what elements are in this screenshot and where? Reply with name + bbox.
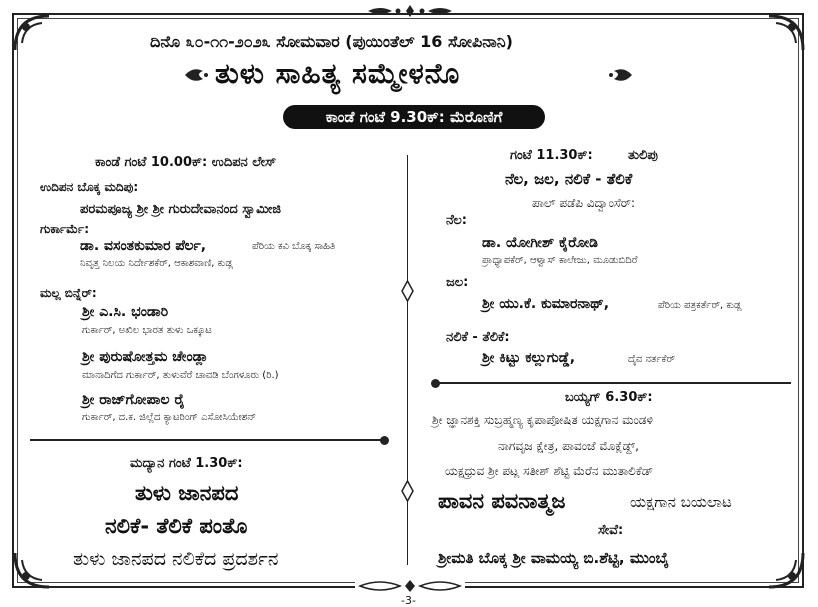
troupe-line: ಶ್ರೀ ಜ್ಞಾನಶಕ್ತಿ ಸುಬ್ರಹ್ಮಣ್ಯ ಕೃಪಾಪೋಷಿತ ಯಕ್ಷಗಾನ ಮಂಡಳಿ <box>432 413 653 427</box>
play-suffix: ಯಕ್ಷಗಾನ ಬಯಲಾಟ <box>630 493 732 511</box>
guest-name: ಶ್ರೀ ಎ.ಸಿ. ಭಂಡಾರಿ <box>82 304 169 320</box>
gurkar-label: ಗುರ್ಕಾರ್ಮೆ: <box>40 222 90 236</box>
sponsor-name: ಶ್ರೀಮತಿ ಬೊಕ್ಕ ಶ್ರೀ ವಾಮಯ್ಯ ಬಿ.ಶೆಟ್ಟಿ, ಮುಂಬೈ <box>438 549 669 567</box>
guest-name: ಶ್ರೀ ಪುರುಷೋತ್ತಮ ಚೇಂಡ್ಲಾ <box>82 349 209 365</box>
nalike-label: ನಲಿಕೆ - ತೆಲಿಕೆ: <box>446 330 510 345</box>
date-line: ದಿನೊ ೩೦-೧೧-೨೦೨೩ ಸೋಮವಾರ (ಪುಯಿಂತೆಲ್ 16 ಸೋಪಿನಾನಿ) <box>150 32 513 51</box>
jala-label: ಜಲ: <box>446 275 469 290</box>
afternoon-time: ಮದ್ಯಾನ ಗಂಟೆ 1.30ಕ್: <box>130 456 243 471</box>
nalike-title: ನಲಿಕೆ- ತೆಲಿಕೆ ಪಂತೊ <box>105 514 248 538</box>
top-ornament-icon <box>360 4 460 18</box>
divider-ornament-icon <box>401 480 414 502</box>
rule-end-dot <box>431 379 440 388</box>
troupe-line: ನಾಗವೃಜ ಕ್ಷೇತ್ರ, ಪಾವಂಜೆ ಮೊಕ್ಲೆಡ್ದ್, <box>498 439 639 453</box>
page-title: ತುಳು ಸಾಹಿತ್ಯ ಸಮ್ಮೇಳನೊ <box>215 57 461 90</box>
speaker-name: ಶ್ರೀ ಯು.ಕೆ. ಕುಮಾರನಾಥ್, <box>482 296 610 312</box>
rule-end-dot <box>380 436 389 445</box>
swamiji-name: ಪರಮಪೂಜ್ಯ ಶ್ರೀ ಶ್ರೀ ಗುರುದೇವಾನಂದ ಸ್ವಾಮೀಜಿ <box>80 202 281 217</box>
janapada-show: ತುಳು ಜಾನಪದ ನಲಿಕೆದ ಪ್ರದರ್ಶನ <box>73 548 279 570</box>
corner-flourish-icon <box>766 13 806 53</box>
guest-desc: ಗುರ್ಕಾರ್, ಅಖಿಲ ಭಾರತ ತುಳು ಒಕ್ಕೂಟ <box>82 325 212 336</box>
speaker-desc: ದೈವ ನರ್ತಕೆರ್ <box>628 354 675 365</box>
corner-flourish-icon <box>12 550 52 590</box>
janapada-title: ತುಳು ಜಾನಪದ <box>135 481 239 505</box>
vertical-divider <box>407 155 408 565</box>
seve-label: ಸೇವೆ: <box>598 523 624 538</box>
inauguration-time: ಕಾಂಡೆ ಗಂಟೆ 10.00ಕ್: ಉದಿಪನ ಲೇಸ್ <box>95 155 277 170</box>
corner-flourish-icon <box>12 13 52 53</box>
udipana-label: ಉದಿಪನ ಬೊಕ್ಕ ಮದಿಪು: <box>40 180 139 194</box>
troupe-line: ಯಕ್ಷಧ್ರುವ ಶ್ರೀ ಪಟ್ಲ ಸತೀಶ್ ಶೆಟ್ಟಿ ಮೆರೆನ ಮುತಾಲಿಕೆಡ್ <box>445 464 654 478</box>
evening-time: ಬಯ್ಯಗ್ 6.30ಕ್: <box>565 390 653 405</box>
leaf-icon <box>183 66 209 84</box>
participants-label: ಪಾಲ್ ಪಡೆಪಿ ವಿದ್ವಾಂಸೆರ್: <box>532 196 636 210</box>
corner-flourish-icon <box>766 550 806 590</box>
guest-desc: ಗುರ್ಕಾರ್, ದ.ಕ. ಜಿಲ್ಲೆದ ಕ್ಯಾಟರಿಂಗ್ ಎಸೋಸಿಯೇಶನ್ <box>82 412 257 423</box>
discussion-topic: ನೆಲ, ಜಲ, ನಲಿಕೆ - ತೆಲಿಕೆ <box>505 170 633 188</box>
guest-name: ಶ್ರೀ ರಾಜ್‌ಗೋಪಾಲ ರೈ <box>82 392 185 408</box>
speaker-desc: ಪೆರಿಯ ಪತ್ರಕರ್ತೆರ್, ಕುಡ್ಲ <box>658 300 742 311</box>
bottom-ornament-icon <box>355 578 465 594</box>
play-title: ಪಾವನ ಪವನಾತ್ಮಜ <box>438 489 566 513</box>
malla-label: ಮಲ್ಲ ಬಿನ್ನೆರ್: <box>40 286 97 300</box>
speaker-desc: ಪ್ರಾಧ್ಯಾಪಕೆರ್, ಆಳ್ವಾಸ್ ಕಾಲೇಜು, ಮೂಡುಬಿದಿರೆ <box>482 255 638 266</box>
speaker-name: ಶ್ರೀ ಕಿಟ್ಟು ಕಲ್ಲುಗುಡ್ಡೆ, <box>482 350 576 366</box>
session-pill: ಕಾಂಡೆ ಗಂಟೆ 9.30ಕ್: ಮೆರೊಣಿಗೆ <box>283 105 545 129</box>
nela-label: ನೆಲ: <box>446 213 467 228</box>
section-rule <box>30 439 385 441</box>
section-rule <box>436 382 791 384</box>
divider-ornament-icon <box>401 280 414 302</box>
tulipu-label: ತುಲಿಪು <box>628 148 658 163</box>
session-time: ಗಂಟೆ 11.30ಕ್: <box>510 148 593 163</box>
gurkar-desc: ಪೆರಿಯ ಕವಿ ಬೊಕ್ಕ ಸಾಹಿತಿ <box>252 241 336 252</box>
guest-desc: ಮಾನಾದಿಗೆದ ಗುರ್ಕಾರ್, ತುಳುವೆರೆ ಚಾವಡಿ ಬೆಂಗಳೂರು (ರಿ.) <box>82 370 279 381</box>
leaf-icon <box>608 66 634 84</box>
gurkar-name: ಡಾ. ವಸಂತಕುಮಾರ ಪೆರ್ಲ, <box>80 238 207 254</box>
speaker-name: ಡಾ. ಯೋಗೀಶ್ ಕೈರೋಡಿ <box>482 235 598 251</box>
gurkar-desc: ನಿವೃತ್ತ ನಿಲಯ ನಿರ್ದೇಶಕೆರ್, ಆಕಾಶವಾಣಿ, ಕುಡ್ಲ <box>80 258 233 269</box>
page-number: -3- <box>401 594 416 607</box>
